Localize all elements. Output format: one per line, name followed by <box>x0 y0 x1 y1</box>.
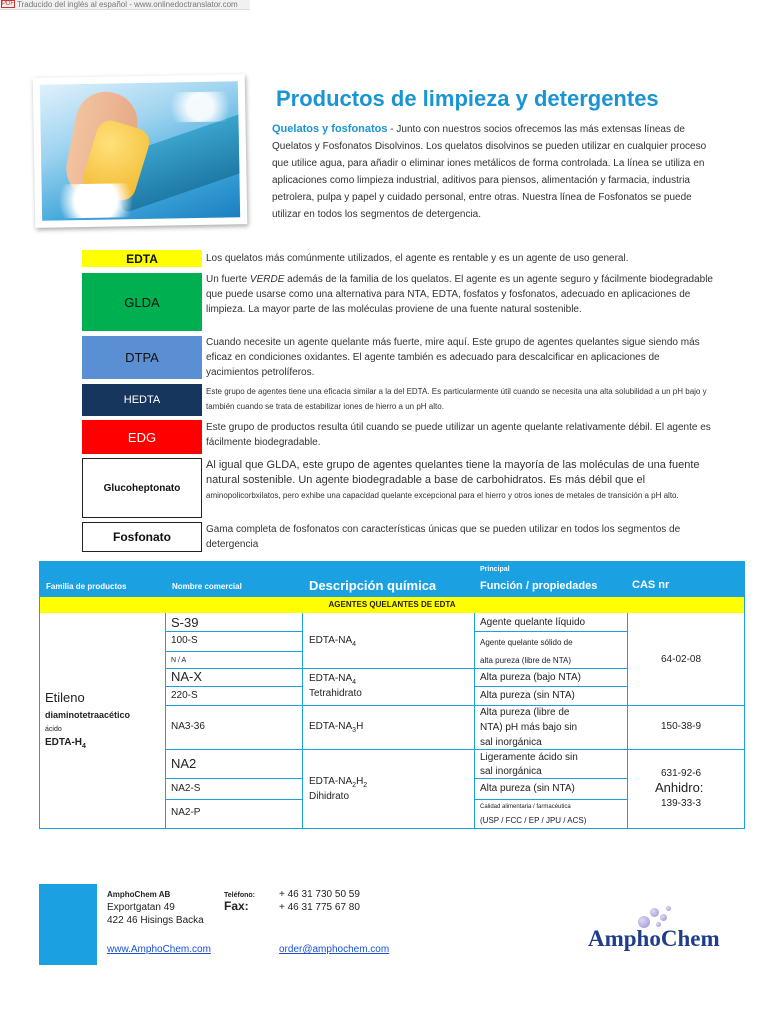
chem-main: EDTA-NA <box>309 721 353 732</box>
family-formula-sub: 4 <box>82 743 86 750</box>
chem-main: EDTA-NA <box>309 673 353 684</box>
photo-foam <box>46 183 147 219</box>
family-swatch-glucoheptonato: Glucoheptonato <box>82 458 202 518</box>
glda-desc-post: además de la familia de los quelatos. El agente es un agente seguro y fácilmente biodegradable que puede usarse como una alternativa para NTA, EDTA, fosfatos y fosfonatos, adecuado en aplicaciones de limpieza. La mayor parte de las moléculas proviene de una fuente natural sostenible. <box>206 274 713 315</box>
fax-value: + 46 31 775 67 80 <box>279 902 360 913</box>
company-name: AmphoChem AB <box>107 890 171 899</box>
trade-name: NA2-S <box>171 783 201 794</box>
chem-sub: 4 <box>352 641 357 648</box>
chem-desc <box>309 635 356 651</box>
table-col-divider <box>474 613 475 829</box>
header-cas: CAS nr <box>632 579 670 591</box>
header-function-top: Principal <box>480 566 510 573</box>
phone-value: + 46 31 730 50 59 <box>279 889 360 900</box>
trade-name: NA-X <box>171 669 203 684</box>
function-cell: Alta pureza (sin NTA) <box>480 690 575 701</box>
gluco-desc-small: aminopolicorbxilatos, pero exhibe una capacidad quelante excepcional para el hierro y otros iones de metales de transición a pH alto. <box>206 491 679 500</box>
family-sub2: ácido <box>45 726 62 733</box>
chem-desc-line2: Tetrahidrato <box>309 688 362 699</box>
function-cell: Agente quelante sólido de <box>480 638 573 647</box>
intro-lead: Quelatos y fosfonatos <box>272 123 388 135</box>
email-link[interactable]: order@amphochem.com <box>279 944 390 955</box>
cas-number: 631-92-6 <box>661 768 702 779</box>
table-col-divider <box>627 613 628 829</box>
chem-desc <box>309 721 363 737</box>
trade-name: NA3-36 <box>171 721 205 732</box>
trade-name: NA2 <box>171 756 197 771</box>
function-cell: Calidad alimentaria / farmacéutica <box>480 804 571 810</box>
family-swatch-glda: GLDA <box>82 273 202 331</box>
table-row-divider <box>474 778 627 779</box>
family-sub1: diaminotetraacético <box>45 710 131 720</box>
family-name: Etileno <box>45 690 85 705</box>
chem-sub: 4 <box>352 679 357 686</box>
function-cell: sal inorgánica <box>480 766 542 777</box>
table-row-divider <box>165 631 302 632</box>
cleaning-photo <box>33 74 248 228</box>
header-function: Función / propiedades <box>480 580 598 592</box>
family-swatch-edta: EDTA <box>82 250 202 267</box>
trade-name: NA2-P <box>171 807 201 818</box>
function-cell: NTA) pH más bajo sin <box>480 722 578 733</box>
page-title: Productos de limpieza y detergentes <box>276 86 659 111</box>
cas-number: 64-02-08 <box>661 654 702 665</box>
function-cell: Ligeramente ácido sin <box>480 752 578 763</box>
table-row-divider <box>165 749 745 750</box>
chem-sub: 3 <box>352 727 357 734</box>
intro-text: - Junto con nuestros socios ofrecemos las más extensas líneas de Quelatos y Fosfonatos Disolvinos. Los quelatos disolvinos se pueden utilizar en cualquier proceso que utilice agua, para añadir o eliminar iones metálicos de forma controlada. La línea se utiliza en aplicaciones como limpieza industrial, aditivos para piensos, alimentación y farmacia, industria petrolera, pulpa y papel y cuidado personal, entre otras. Nuestra línea de Fosfonatos se puede utilizar en todos los segmentos de detergencia. <box>272 124 707 220</box>
bubble-icon <box>650 908 659 917</box>
table-col-divider <box>165 613 166 829</box>
family-desc-fosfonato: Gama completa de fosfonatos con características únicas que se pueden utilizar en todos los segmentos de detergencia <box>206 524 681 550</box>
cas-number: 150-38-9 <box>661 721 702 732</box>
table-row-divider <box>165 651 302 652</box>
phone-label: Teléfono: <box>224 892 255 899</box>
fax-label: Fax: <box>224 899 249 913</box>
family-desc-dtpa: Cuando necesite un agente quelante más fuerte, mire aquí. Este grupo de agentes quelantes sigue siendo más eficaz en condiciones oxidantes. El agente también es adecuado para descalcificar en aplicaciones de yacimientos petrolíferos. <box>206 337 700 378</box>
gluco-desc-main: Al igual que GLDA, este grupo de agentes quelantes tiene la mayoría de las moléculas de una fuente natural sostenible. Un agente biodegradable a base de carbohidratos. Es más débil que el <box>206 459 700 486</box>
table-row-divider <box>165 799 302 800</box>
family-swatch-hedta: HEDTA <box>82 384 202 416</box>
bubble-icon <box>666 906 671 911</box>
family-desc-glucoheptonato <box>206 458 714 503</box>
chem-desc <box>309 673 356 689</box>
glda-desc-pre: Un fuerte <box>206 274 250 285</box>
footer-accent <box>39 884 97 965</box>
function-cell: Agente quelante líquido <box>480 617 586 628</box>
logo-text: AmphoChem <box>588 926 720 951</box>
header-family: Familia de productos <box>46 582 127 591</box>
function-cell: alta pureza (libre de NTA) <box>480 656 571 665</box>
table-header <box>39 561 745 597</box>
chem-sub2: 2 <box>363 782 368 789</box>
section-header: AGENTES QUELANTES DE EDTA <box>39 597 745 613</box>
amphochem-logo <box>586 906 736 958</box>
table-row-divider <box>165 686 302 687</box>
translator-banner <box>0 0 250 10</box>
family-swatch-dtpa: DTPA <box>82 336 202 379</box>
table-row-divider <box>474 686 627 687</box>
family-swatch-fosfonato: Fosfonato <box>82 522 202 552</box>
table-body <box>39 613 745 829</box>
function-cell: Alta pureza (sin NTA) <box>480 783 575 794</box>
glda-desc-em: VERDE <box>249 274 285 285</box>
family-formula <box>45 737 86 753</box>
photo-scene <box>40 81 240 220</box>
trade-name: 220-S <box>171 690 198 701</box>
table-row-divider <box>165 778 302 779</box>
photo-foam <box>160 91 240 122</box>
family-desc-glda <box>206 272 714 317</box>
family-swatch-edg: EDG <box>82 420 202 454</box>
chem-mid: H <box>356 776 364 787</box>
trade-name: S-39 <box>171 615 199 630</box>
chem-desc-line2: Dihidrato <box>309 791 350 802</box>
table-row-divider <box>165 705 745 706</box>
table-row-divider <box>165 668 627 669</box>
function-cell: (USP / FCC / EP / JPU / ACS) <box>480 816 587 825</box>
family-desc-edta: Los quelatos más comúnmente utilizados, el agente es rentable y es un agente de uso general. <box>206 253 629 264</box>
family-desc-hedta: Este grupo de agentes tiene una eficacia similar a la del EDTA. Es particularmente útil cuando se necesita una alta solubilidad a un pH bajo y también cuando se trata de estabilizar iones de hierro a un pH alto. <box>206 387 707 411</box>
company-street: Exportgatan 49 <box>107 902 175 913</box>
function-cell: Alta pureza (bajo NTA) <box>480 672 581 683</box>
website-link[interactable]: www.AmphoChem.com <box>107 944 211 955</box>
table-row-divider <box>474 631 627 632</box>
chem-main: EDTA-NA <box>309 635 353 646</box>
header-chem-desc: Descripción química <box>309 578 437 593</box>
cas-label: Anhidro: <box>655 780 704 795</box>
intro-paragraph <box>272 121 720 223</box>
table-col-divider <box>302 613 303 829</box>
banner-text: Traducido del inglés al español - www.onlinedoctranslator.com <box>17 0 238 9</box>
header-trade-name: Nombre comercial <box>172 582 242 591</box>
chem-desc <box>309 776 367 792</box>
table-row-divider <box>474 799 627 800</box>
chem-main: EDTA-NA <box>309 776 353 787</box>
bubble-icon <box>660 914 667 921</box>
trade-name: 100-S <box>171 635 198 646</box>
trade-name: N / A <box>171 657 187 664</box>
family-desc-edg: Este grupo de productos resulta útil cuando se puede utilizar un agente quelante relativamente débil. El agente es fácilmente biodegradable. <box>206 422 711 448</box>
function-cell: Alta pureza (libre de <box>480 707 570 718</box>
chem-sub: 2 <box>352 782 357 789</box>
company-city: 422 46 Hisings Backa <box>107 915 204 926</box>
pdf-icon: PDF <box>2 1 14 7</box>
chem-post: H <box>356 721 364 732</box>
function-cell: sal inorgánica <box>480 737 542 748</box>
family-formula-main: EDTA-H <box>45 737 83 748</box>
cas-number: 139-33-3 <box>661 798 702 809</box>
